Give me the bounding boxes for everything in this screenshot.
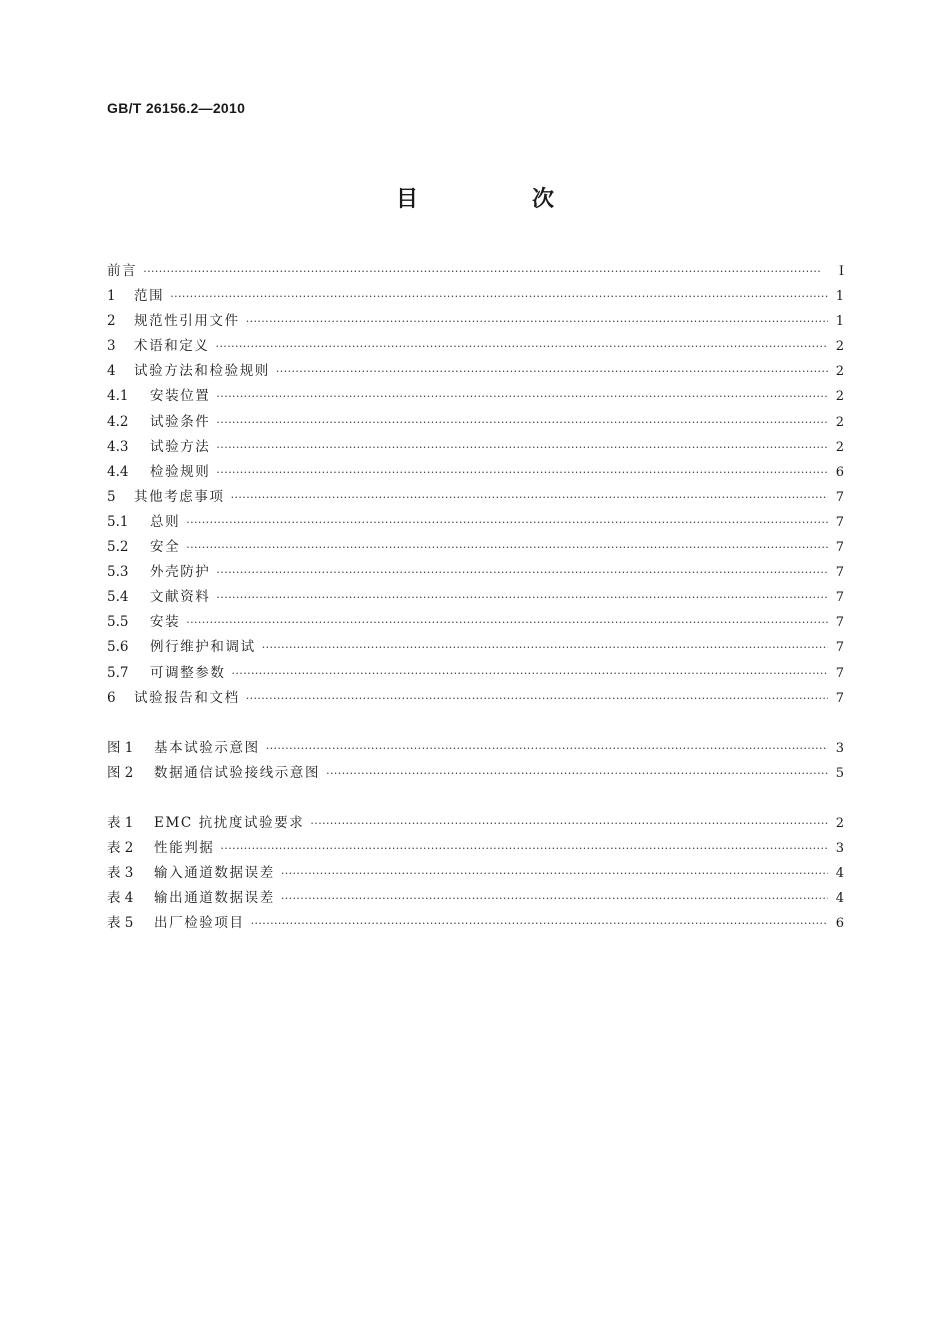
toc-entry-number: 4.1 — [107, 388, 129, 405]
toc-entry-page: 7 — [835, 665, 844, 681]
toc-entry-label: 文献资料 — [150, 589, 211, 606]
toc-entry[interactable] — [107, 911, 844, 936]
toc-entry-page: 6 — [835, 464, 844, 480]
toc-entry-number: 表 1 — [107, 814, 134, 831]
toc-entry[interactable] — [107, 836, 844, 861]
toc-entry-label: 基本试验示意图 — [154, 739, 260, 756]
toc-entry-page: 6 — [835, 916, 844, 932]
toc-entry-label: 试验报告和文档 — [134, 689, 240, 706]
toc-entry[interactable] — [107, 334, 844, 359]
toc-entry-label: 试验方法 — [150, 438, 211, 455]
dot-leader — [231, 491, 828, 504]
dot-leader — [246, 315, 828, 328]
toc-entry-label: 总则 — [150, 513, 181, 530]
toc-entry-number: 3 — [107, 338, 116, 355]
toc-entry[interactable] — [107, 410, 844, 435]
toc-title: 目 次 — [395, 187, 600, 212]
toc-entry-page: 7 — [835, 540, 844, 556]
dot-leader — [281, 867, 828, 880]
toc-entry[interactable] — [107, 661, 844, 686]
toc-entry-number: 4.4 — [107, 463, 129, 480]
toc-entry-label: 例行维护和调试 — [150, 639, 256, 656]
dot-leader — [266, 742, 828, 755]
toc-entry-label: 检验规则 — [150, 463, 211, 480]
toc-entry[interactable] — [107, 610, 844, 635]
toc-entry[interactable] — [107, 686, 844, 711]
toc-entry-label: 出厂检验项目 — [154, 915, 245, 932]
dot-leader — [216, 466, 828, 479]
dot-leader — [281, 892, 828, 905]
toc-entry-page: 4 — [835, 891, 844, 907]
dot-leader — [232, 667, 829, 680]
toc-group-sections — [107, 259, 844, 711]
toc-entry-number: 5.2 — [107, 539, 129, 556]
toc-entry-label: 试验方法和检验规则 — [134, 363, 270, 380]
toc-entry[interactable] — [107, 485, 844, 510]
toc-entry-number: 5.1 — [107, 513, 129, 530]
toc-entry-number: 4 — [107, 363, 116, 380]
toc-entry-number: 5.3 — [107, 564, 129, 581]
toc-entry-page: 3 — [835, 740, 844, 756]
toc-entry-number: 5.4 — [107, 589, 129, 606]
toc-entry-label: 试验条件 — [150, 413, 211, 430]
standard-code: GB/T 26156.2—2010 — [107, 100, 246, 116]
toc-entry-page: 2 — [835, 815, 844, 831]
toc-entry[interactable] — [107, 460, 844, 485]
toc-entry-page: 7 — [835, 565, 844, 581]
toc-entry-page: 7 — [835, 690, 844, 706]
toc-entry-number: 4.2 — [107, 413, 129, 430]
toc-entry-label: 其他考虑事项 — [134, 488, 225, 505]
toc-entry-number: 5.7 — [107, 664, 129, 681]
toc-entry-page: 7 — [835, 590, 844, 606]
toc-entry[interactable] — [107, 535, 844, 560]
toc-entry-label: 外壳防护 — [150, 564, 211, 581]
toc-entry-label: 术语和定义 — [134, 338, 210, 355]
toc-group-tables — [107, 811, 844, 936]
dot-leader — [186, 541, 828, 554]
dot-leader — [186, 616, 828, 629]
dot-leader — [220, 842, 828, 855]
toc-entry-number: 表 5 — [107, 915, 134, 932]
toc-entry-label: 安全 — [150, 539, 181, 556]
dot-leader — [276, 365, 828, 378]
toc-entry-number: 表 3 — [107, 865, 134, 882]
toc-entry[interactable] — [107, 384, 844, 409]
toc-entry[interactable] — [107, 635, 844, 660]
dot-leader — [326, 767, 828, 780]
toc-entry[interactable] — [107, 560, 844, 585]
toc-entry-number: 表 4 — [107, 890, 134, 907]
toc-entry[interactable] — [107, 259, 844, 284]
toc-entry[interactable] — [107, 811, 844, 836]
toc-entry-page: Ⅰ — [838, 264, 844, 279]
toc-entry-label: EMC 抗扰度试验要求 — [154, 814, 305, 831]
toc-entry-page: 1 — [835, 314, 844, 330]
toc-entry-label: 范围 — [134, 288, 165, 305]
toc-entry-number: 图 1 — [107, 739, 134, 756]
toc-entry-label: 安装 — [150, 614, 181, 631]
toc-entry-label: 数据通信试验接线示意图 — [154, 764, 321, 781]
toc-entry-number: 图 2 — [107, 764, 134, 781]
toc-entry-page: 2 — [835, 339, 844, 355]
toc-entry-label: 性能判据 — [154, 839, 215, 856]
toc-entry-page: 4 — [835, 866, 844, 882]
toc-entry-page: 7 — [835, 615, 844, 631]
toc-entry[interactable] — [107, 585, 844, 610]
dot-leader — [170, 290, 828, 303]
toc-entry-number: 5.6 — [107, 639, 129, 656]
toc-entry-page: 2 — [835, 439, 844, 455]
dot-leader — [186, 516, 828, 529]
toc-group-figures — [107, 736, 844, 786]
toc-entry[interactable] — [107, 284, 844, 309]
toc-entry-page: 3 — [835, 840, 844, 856]
toc-entry-number: 1 — [107, 288, 116, 305]
dot-leader — [216, 390, 828, 403]
toc-entry-number: 5.5 — [107, 614, 129, 631]
toc-entry[interactable] — [107, 510, 844, 535]
toc-entry-page: 7 — [835, 489, 844, 505]
dot-leader — [251, 917, 828, 930]
toc-entry-page: 2 — [835, 389, 844, 405]
dot-leader — [246, 692, 828, 705]
toc-entry-label: 规范性引用文件 — [134, 313, 240, 330]
toc-entry-label: 可调整参数 — [150, 664, 226, 681]
toc-entry-label: 安装位置 — [150, 388, 211, 405]
dot-leader — [216, 416, 828, 429]
toc-entry[interactable] — [107, 309, 844, 334]
toc-entry[interactable] — [107, 736, 844, 761]
dot-leader — [310, 817, 828, 830]
dot-leader — [216, 566, 828, 579]
dot-leader — [216, 340, 829, 353]
toc-entry-page: 1 — [835, 289, 844, 305]
toc-entry[interactable] — [107, 886, 844, 911]
toc-entry-page: 7 — [835, 640, 844, 656]
toc-entry[interactable] — [107, 761, 844, 786]
toc-entry-label: 前言 — [107, 263, 138, 279]
dot-leader — [262, 641, 828, 654]
toc-entry-page: 5 — [835, 765, 844, 781]
toc-entry-number: 5 — [107, 488, 116, 505]
toc-entry-page: 2 — [835, 364, 844, 380]
dot-leader — [143, 265, 828, 278]
toc-entry-number: 6 — [107, 689, 116, 706]
dot-leader — [216, 591, 828, 604]
table-of-contents — [107, 259, 844, 936]
toc-entry[interactable] — [107, 435, 844, 460]
toc-entry-page: 7 — [835, 514, 844, 530]
toc-entry-number: 2 — [107, 313, 116, 330]
toc-entry-number: 表 2 — [107, 839, 134, 856]
toc-entry-number: 4.3 — [107, 438, 129, 455]
toc-entry[interactable] — [107, 359, 844, 384]
toc-entry-label: 输出通道数据误差 — [154, 890, 275, 907]
toc-entry-page: 2 — [835, 414, 844, 430]
dot-leader — [216, 441, 828, 454]
toc-entry[interactable] — [107, 861, 844, 886]
toc-entry-label: 输入通道数据误差 — [154, 865, 275, 882]
